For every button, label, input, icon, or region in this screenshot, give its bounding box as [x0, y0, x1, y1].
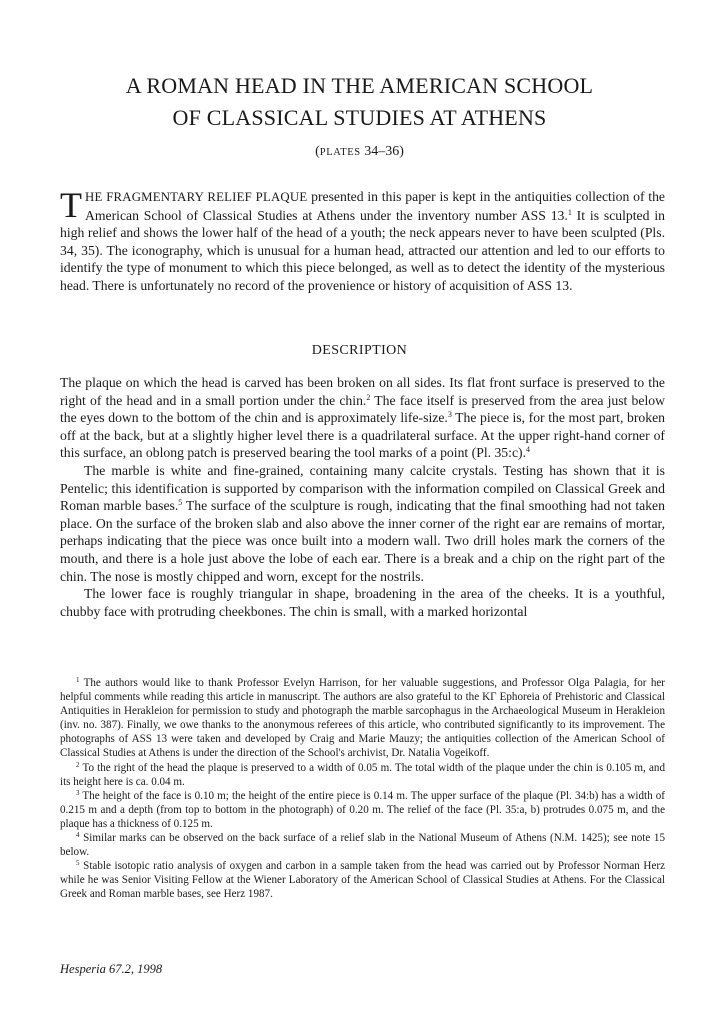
intro-paragraph	[60, 185, 665, 295]
intro-text-b: It is sculpted in high relief and shows the lower half of the head of a youth; the neck appears never to have been sculpted (Pls. 34, 35). The iconography, which is unusual for a human head, attracted our attention and led to our efforts to identify the type of monument to which this piece belonged, as well as to detect the identity of the mysterious head. There is unfortunately no record of the provenience or history of acquisition of ASS 13.	[60, 207, 665, 293]
footnote-4	[60, 831, 665, 859]
footnote-text: Stable isotopic ratio analysis of oxygen and carbon in a sample taken from the head was carried out by Professor Norman Herz while he was Senior Visiting Fellow at the Wiener Laboratory of the American School of Classical Studies at Athens. For the Classical Greek and Roman marble bases, see Herz 1987.	[60, 860, 665, 901]
plates-reference	[40, 143, 679, 162]
footnote-ref-1[interactable]: 1	[567, 207, 572, 217]
title-line-1: A ROMAN HEAD IN THE AMERICAN SCHOOL	[125, 73, 594, 98]
footnote-text: Similar marks can be observed on the back surface of a relief slab in the National Museum of Athens (N.M. 1425); see note 15 below.	[60, 832, 665, 859]
drop-cap: T	[60, 185, 82, 225]
desc-p1-c: The piece is, for the most part, broken off at the back, but at a slightly higher level there is a quadrilateral surface. At the upper right-hand corner of this surface, an oblong patch is preserved bearing the tool marks of a point (Pl. 35:c).	[60, 410, 666, 461]
plates-open: (	[315, 144, 320, 159]
title-line-2: OF CLASSICAL STUDIES AT ATHENS	[172, 105, 547, 130]
footnote-ref-4[interactable]: 4	[526, 445, 531, 455]
desc-p2-a: The marble is white and fine-grained, containing many calcite crystals. Testing has shown that it is Pentelic; this identification is supported by comparison with the information compiled on Classical Greek and Roman marble bases.	[60, 462, 665, 514]
footnote-text: To the right of the head the plaque is preserved to a width of 0.05 m. The total width of the plaque under the chin is 0.105 m, and its height here is ca. 0.04 m.	[60, 761, 665, 788]
footnote-5	[60, 859, 665, 901]
footnote-2	[60, 761, 665, 789]
plates-word: PLATES	[319, 147, 361, 158]
description-paragraph-1	[60, 374, 665, 462]
desc-p1-a: The plaque on which the head is carved has been broken on all sides. Its flat front surface is preserved to the right of the head and in a small portion under the chin.	[60, 375, 665, 408]
description-paragraph-3: The lower face is roughly triangular in shape, broadening in the area of the cheeks. It is a youthful, chubby face with protruding cheekbones. The chin is small, with a marked horizontal	[60, 586, 665, 619]
footnote-ref-5[interactable]: 5	[178, 498, 183, 508]
footnote-ref-3[interactable]: 3	[447, 410, 452, 420]
journal-citation: Hesperia 67.2, 1998	[60, 962, 163, 976]
article-title	[40, 70, 679, 134]
plates-range: 34–36)	[360, 144, 404, 159]
description-paragraph-2	[60, 462, 665, 585]
section-heading: DESCRIPTION	[311, 343, 408, 358]
description-section	[60, 374, 665, 620]
footnote-ref-2[interactable]: 2	[366, 392, 371, 402]
footnote-number: 2	[76, 760, 80, 769]
footnote-text: The height of the face is 0.10 m; the height of the entire piece is 0.14 m. The upper surface of the plaque (Pl. 34:b) has a width of 0.215 m and a depth (from top to bottom in the photograph) of 0.20 m. The relief of the face (Pl. 35:a, b) protrudes 0.075 m, and the plaque has a thickness of 0.125 m.	[60, 789, 665, 830]
footnote-number: 5	[76, 859, 80, 868]
footnotes	[60, 676, 665, 902]
desc-p1-b: The face itself is preserved from the area just below the eyes down to the bottom of the chin and is approximately life-size.	[60, 392, 665, 426]
footnote-text: The authors would like to thank Professor Evelyn Harrison, for her valuable suggestions, and Professor Olga Palagia, for her helpful comments while reading this article in manuscript. The authors are also grateful to the ΚΓ Ephoreia of Prehistoric and Classical Antiquities in Herakleion for permission to study and photograph the marble sarcophagus in the Archaeological Museum in Herakleion (inv. no. 387). Finally, we owe thanks to the anonymous referees of this article, who contributed significantly to its improvement. The photographs of ASS 13 were taken and developed by Craig and Marie Mauzy; the antiquities collection of the American School of Classical Studies at Athens is under the direction of the School's archivist, Dr. Natalia Vogeikoff.	[60, 677, 665, 760]
footnote-1	[60, 676, 665, 761]
footnote-number: 4	[76, 831, 80, 840]
desc-p2-b: The surface of the sculpture is rough, indicating that the final smoothing had not taken place. On the surface of the broken slab and also above the inner corner of the right ear are remains of mortar, perhaps indicating that the piece was once built into a modern wall. Two drill holes mark the corners of the mouth, and there is a hole just above the lobe of each ear. There is a break and a chip on the right part of the chin. The nose is mostly chipped and worn, except for the nostrils.	[60, 498, 665, 584]
intro-text-a: presented in this paper is kept in the antiquities collection of the American School of Classical Studies at Athens under the inventory number ASS 13.	[85, 189, 665, 223]
footnote-number: 3	[76, 788, 80, 797]
intro-smallcaps: HE FRAGMENTARY RELIEF PLAQUE	[85, 190, 308, 204]
footnote-number: 1	[76, 676, 80, 684]
footnote-3	[60, 789, 665, 831]
